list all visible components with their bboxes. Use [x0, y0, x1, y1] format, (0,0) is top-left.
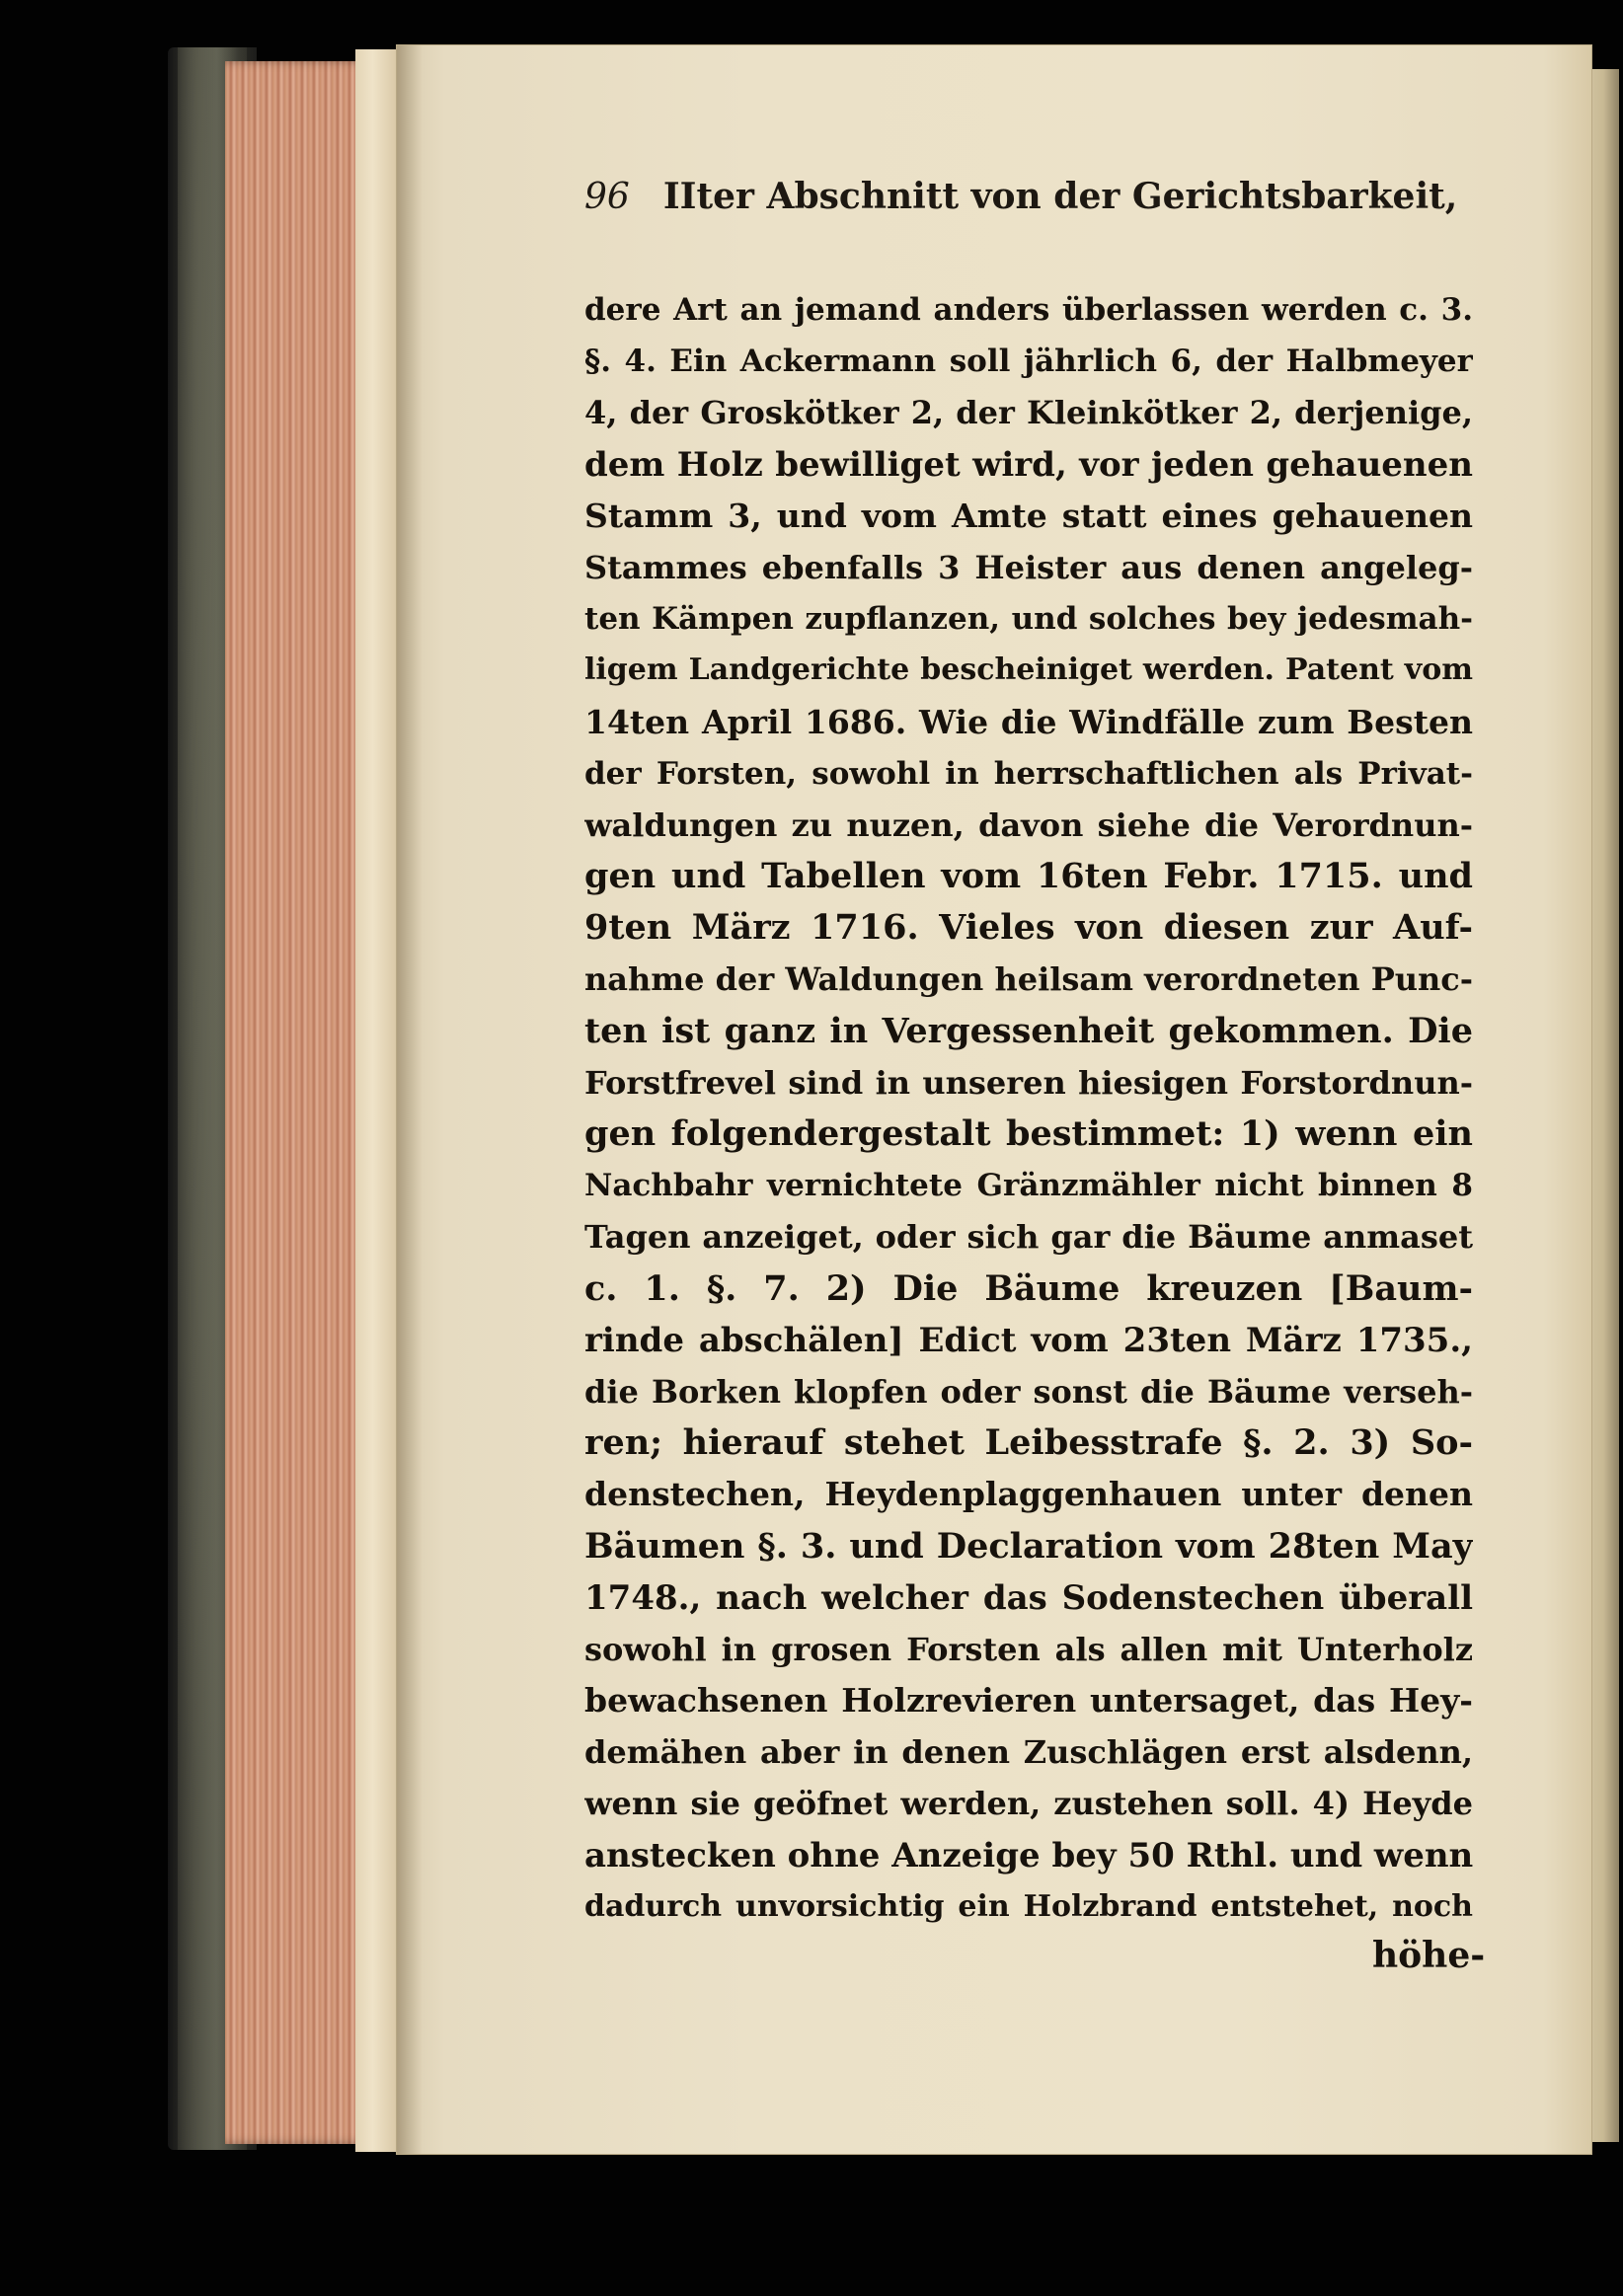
text-line: die Borken klopfen oder sonst die Bäume verseh-	[584, 1372, 1473, 1411]
text-line: Tagen anzeiget, oder sich gar die Bäume anmaset	[584, 1218, 1473, 1257]
text-line: demähen aber in denen Zuschlägen erst alsdenn,	[584, 1733, 1473, 1772]
text-line: bewachsenen Holzrevieren untersaget, das Hey-	[584, 1681, 1473, 1721]
text-line: ten ist ganz in Vergessenheit gekommen. Die	[584, 1010, 1473, 1051]
text-line: Bäumen §. 3. und Declaration vom 28ten May	[584, 1525, 1473, 1567]
text-line: 1748., nach welcher das Sodenstechen überall	[584, 1577, 1473, 1618]
text-line: ten Kämpen zupflanzen, und solches bey jedesmah-	[584, 601, 1473, 638]
chapter-title: IIter Abschnitt von der Gerichtsbarkeit,	[662, 176, 1458, 217]
text-line: nahme der Waldungen heilsam verordneten Punc-	[584, 960, 1473, 999]
gutter-shadow	[397, 45, 423, 2154]
text-line: dere Art an jemand anders überlassen werden c. 3.	[584, 292, 1473, 328]
text-line: Stamm 3, und vom Amte statt eines gehauenen	[584, 496, 1473, 535]
text-line: §. 4. Ein Ackermann soll jährlich 6, der Halbmeyer	[584, 344, 1473, 380]
catchword: höhe-	[1372, 1935, 1486, 1976]
text-line: der Forsten, sowohl in herrschaftlichen als Privat-	[584, 755, 1473, 792]
text-line: rinde abschälen] Edict vom 23ten März 1735.,	[584, 1320, 1473, 1360]
text-line: denstechen, Heydenplaggenhauen unter denen	[584, 1475, 1473, 1514]
text-line: ren; hierauf stehet Leibesstrafe §. 2. 3) So-	[584, 1422, 1473, 1464]
text-line: 14ten April 1686. Wie die Windfälle zum Besten	[584, 702, 1473, 741]
text-line: 4, der Groskötker 2, der Kleinkötker 2, derjenige,	[584, 394, 1473, 432]
text-line: dem Holz bewilliget wird, vor jeden gehauenen	[584, 444, 1473, 485]
text-line: sowohl in grosen Forsten als allen mit Unterholz	[584, 1630, 1473, 1668]
text-line: waldungen zu nuzen, davon siehe die Verordnun-	[584, 805, 1473, 844]
page-edges-inner	[355, 49, 399, 2152]
text-line: ligem Landgerichte bescheiniget werden. Patent vom	[584, 652, 1473, 688]
text-line: gen und Tabellen vom 16ten Febr. 1715. und	[584, 856, 1473, 897]
text-line: anstecken ohne Anzeige bey 50 Rthl. und wenn	[584, 1835, 1473, 1875]
text-line: Stammes ebenfalls 3 Heister aus denen angeleg-	[584, 548, 1473, 586]
text-line: gen folgendergestalt bestimmet: 1) wenn ein	[584, 1113, 1473, 1154]
text-line: 9ten März 1716. Vieles von diesen zur Auf-	[584, 907, 1473, 949]
text-line: Forstfrevel sind in unseren hiesigen Forstordnun-	[584, 1063, 1473, 1102]
text-line: Nachbahr vernichtete Gränzmähler nicht binnen 8	[584, 1168, 1473, 1204]
page-number: 96	[584, 177, 630, 217]
body-text	[584, 284, 1473, 1933]
running-head	[584, 176, 1473, 217]
text-line: wenn sie geöfnet werden, zustehen soll. 4) Heyde	[584, 1785, 1473, 1823]
text-line: dadurch unvorsichtig ein Holzbrand entstehet, noch	[584, 1888, 1473, 1924]
text-line: c. 1. §. 7. 2) Die Bäume kreuzen [Baum-	[584, 1267, 1473, 1309]
